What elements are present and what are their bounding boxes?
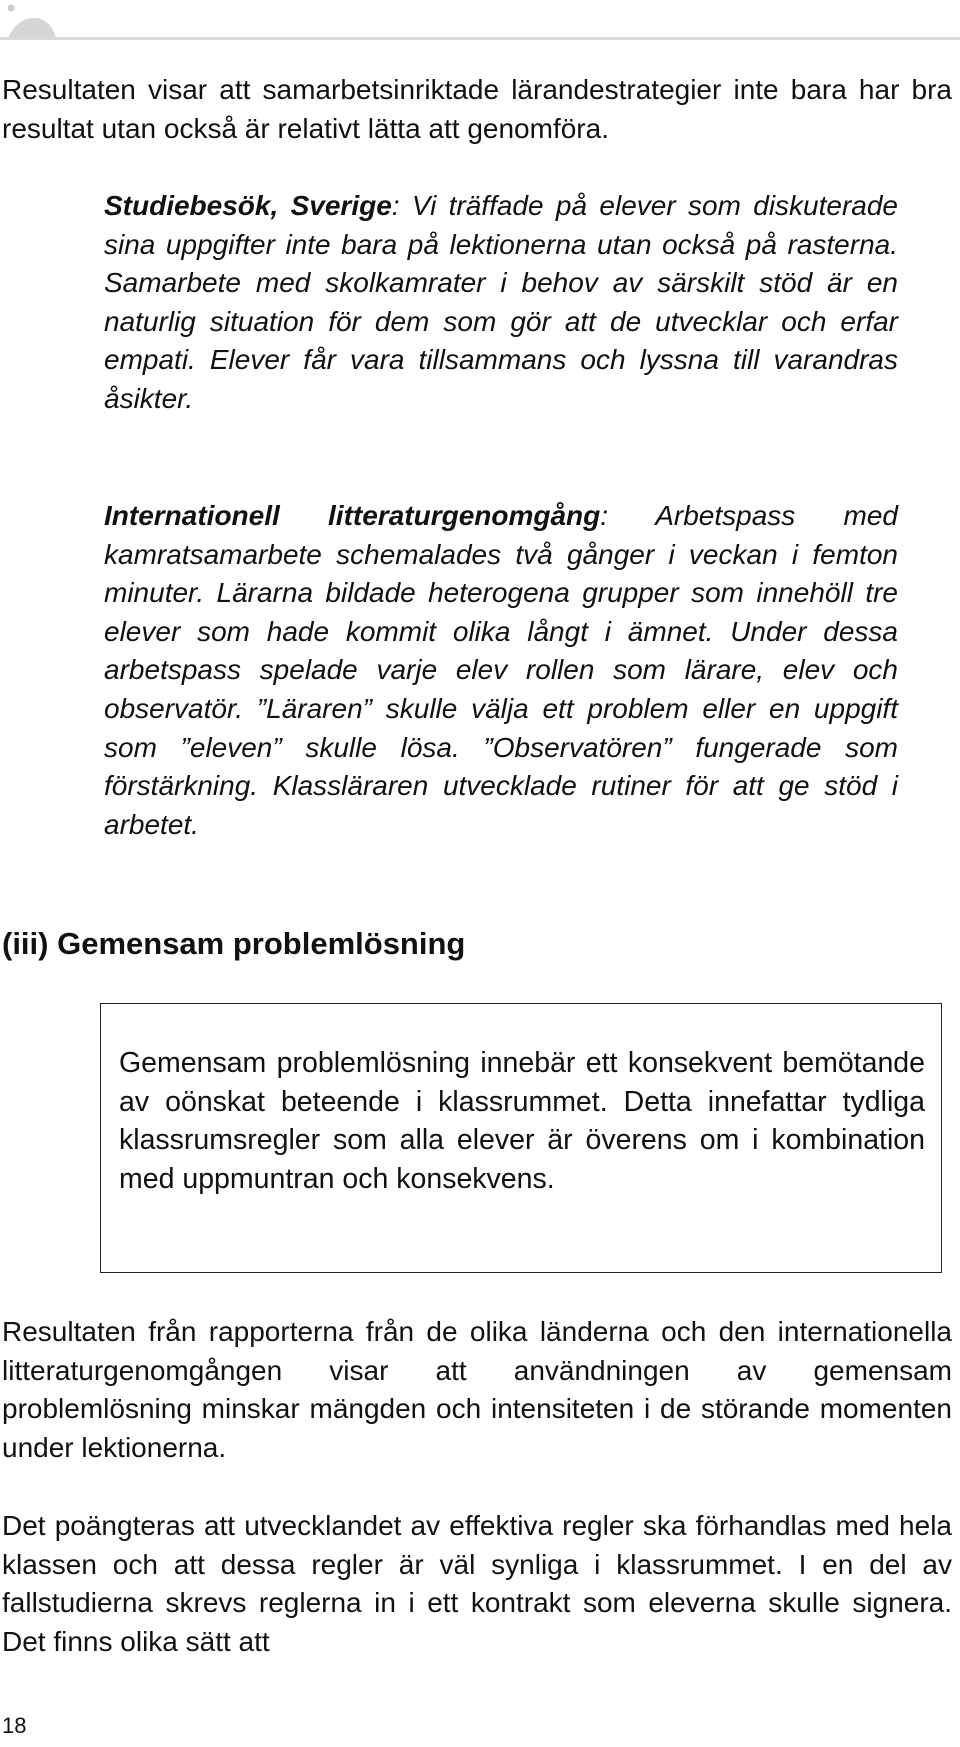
study-visit-body: : Vi träffade på elever som diskuterade sina uppgifter inte bara på lektionerna utan också på rasterna. Samarbete med skolkamrater i behov av särskilt stöd är en naturlig situation för dem som gör att de utvecklar och erfar empati. Elever får vara tillsammans och lyssna till varandras åsikter. bbox=[104, 190, 899, 414]
study-visit-lead: Studiebesök, Sverige bbox=[104, 190, 392, 221]
emphasis-paragraph: Det poängteras att utvecklandet av effektiva regler ska förhandlas med hela klassen och att dessa regler är väl synliga i klassrummet. I en del av fallstudierna skrevs reglerna in i ett kontrakt som eleverna skulle signera. Det finns olika sätt att bbox=[2, 1510, 952, 1657]
study-visit-paragraph bbox=[104, 187, 898, 419]
definition-text: Gemensam problemlösning innebär ett konsekvent bemötande av oönskat beteende i klassrummet. Detta innefattar tydliga klassrumsregler som alla elever är överens om i kombination med uppmuntran och konsekvens. bbox=[119, 1047, 925, 1195]
literature-review-paragraph bbox=[104, 497, 898, 844]
definition-box bbox=[100, 1003, 942, 1273]
results-paragraph: Resultaten från rapporterna från de olika länderna och den internationella litteraturgenomgången visar att användningen av gemensam problemlösning minskar mängden och intensiteten i de störande momenten under lektionerna. bbox=[2, 1316, 952, 1463]
intro-paragraph: Resultaten visar att samarbetsinriktade lärandestrategier inte bara har bra resultat utan också är relativt lätta att genomföra. bbox=[2, 74, 952, 144]
page-corner-icon bbox=[0, 0, 960, 42]
page-number: 18 bbox=[2, 1713, 27, 1738]
page-header-band bbox=[0, 0, 960, 42]
section-heading: (iii) Gemensam problemlösning bbox=[2, 926, 466, 961]
literature-review-body: : Arbetspass med kamratsamarbete schemalades två gånger i veckan i femton minuter. Lärarna bildade heterogena grupper som innehöll tre elever som hade kommit olika långt i ämnet. Under dessa arbetspass spelade varje elev rollen som lärare, elev och observatör. ”Läraren” skulle välja ett problem eller en uppgift som ”eleven” skulle lösa. ”Observatören” fungerade som förstärkning. Klassläraren utvecklade rutiner för att ge stöd i arbetet. bbox=[104, 500, 898, 840]
literature-review-lead: Internationell litteraturgenomgång bbox=[104, 500, 601, 531]
